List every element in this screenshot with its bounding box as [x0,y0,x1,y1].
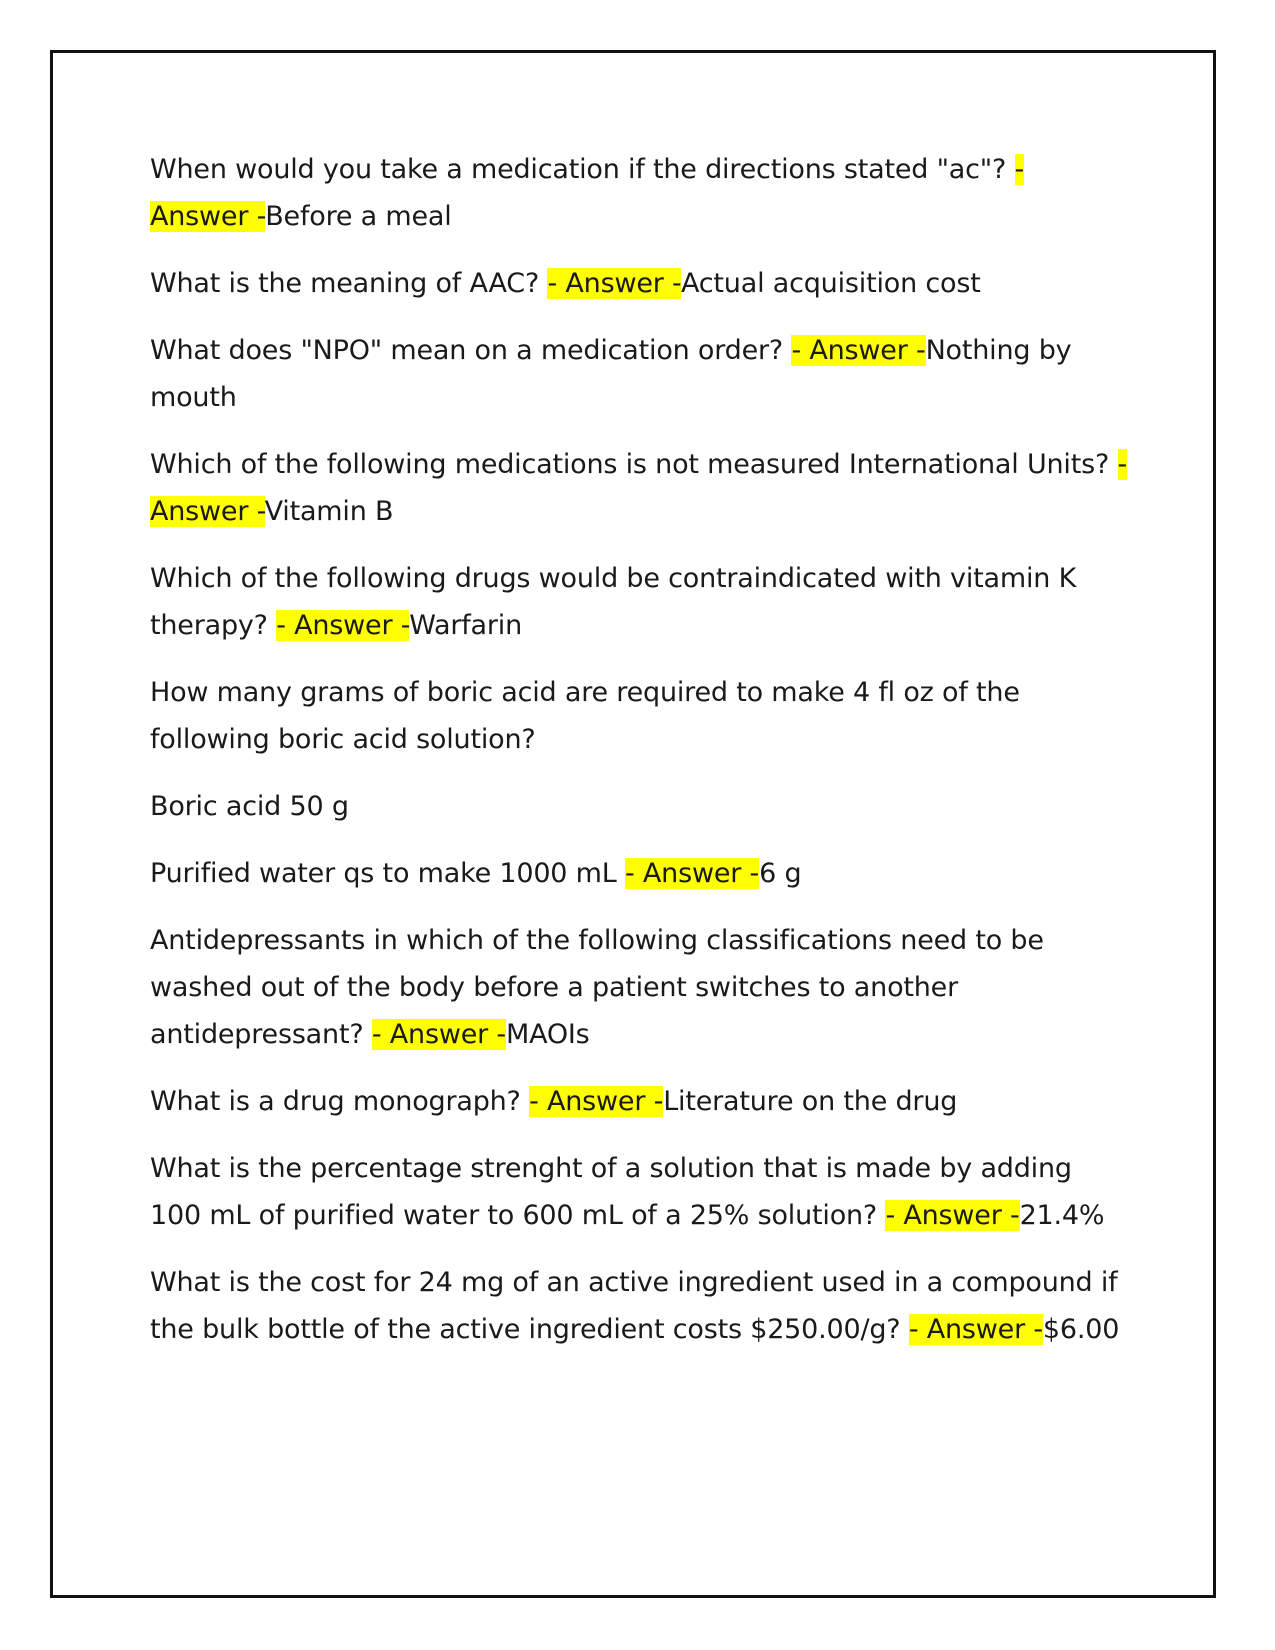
qa-item [150,917,1130,1058]
qa-item [150,1259,1130,1353]
question-text: What is the percentage strenght of a solution that is made by adding 100 mL of purified water to 600 mL of a 25% solution? [150,1153,1072,1231]
qa-item [150,555,1130,649]
qa-item [150,783,1130,830]
question-text: Boric acid 50 g [150,791,349,822]
qa-list [150,146,1130,1373]
answer-text: MAOIs [505,1019,590,1050]
answer-text: 6 g [759,858,802,889]
answer-marker: - Answer - [150,449,1128,527]
question-text: Purified water qs to make 1000 mL [150,858,625,889]
qa-item [150,1145,1130,1239]
qa-item [150,146,1130,240]
qa-item [150,669,1130,763]
qa-item [150,441,1130,535]
question-text: What is a drug monograph? [150,1086,530,1117]
answer-text: Warfarin [409,610,522,641]
answer-marker: - Answer - [885,1200,1020,1231]
answer-marker: - Answer - [276,610,410,641]
answer-text: Literature on the drug [663,1086,958,1117]
question-text: Antidepressants in which of the following classifications need to be washed out of the body before a patient switches to another antidepressant? [150,925,1044,1050]
answer-text: Vitamin B [264,496,394,527]
question-text: What is the cost for 24 mg of an active ingredient used in a compound if the bulk bottle of the active ingredient costs $250.00/g? [150,1267,1118,1345]
question-text: Which of the following medications is not measured International Units? [150,449,1118,480]
answer-marker: - Answer - [371,1019,506,1050]
answer-marker: - Answer - [529,1086,664,1117]
answer-marker: - Answer - [547,268,681,299]
qa-item [150,327,1130,421]
question-text: What does "NPO" mean on a medication order? [150,335,792,366]
answer-text: 21.4% [1019,1200,1105,1231]
question-text: What is the meaning of AAC? [150,268,548,299]
qa-item [150,260,1130,307]
question-text: When would you take a medication if the directions stated "ac"? [150,154,1015,185]
answer-marker: - Answer - [908,1314,1043,1345]
answer-text: $6.00 [1042,1314,1120,1345]
question-text: How many grams of boric acid are required to make 4 fl oz of the following boric acid solution? [150,677,1020,755]
answer-marker: - Answer - [150,154,1025,232]
answer-text: Actual acquisition cost [680,268,981,299]
answer-text: Before a meal [265,201,452,232]
answer-text: Nothing by mouth [150,335,1072,413]
answer-marker: - Answer - [791,335,926,366]
qa-item [150,1078,1130,1125]
qa-item [150,850,1130,897]
answer-marker: - Answer - [624,858,760,889]
question-text: Which of the following drugs would be contraindicated with vitamin K therapy? [150,563,1077,641]
